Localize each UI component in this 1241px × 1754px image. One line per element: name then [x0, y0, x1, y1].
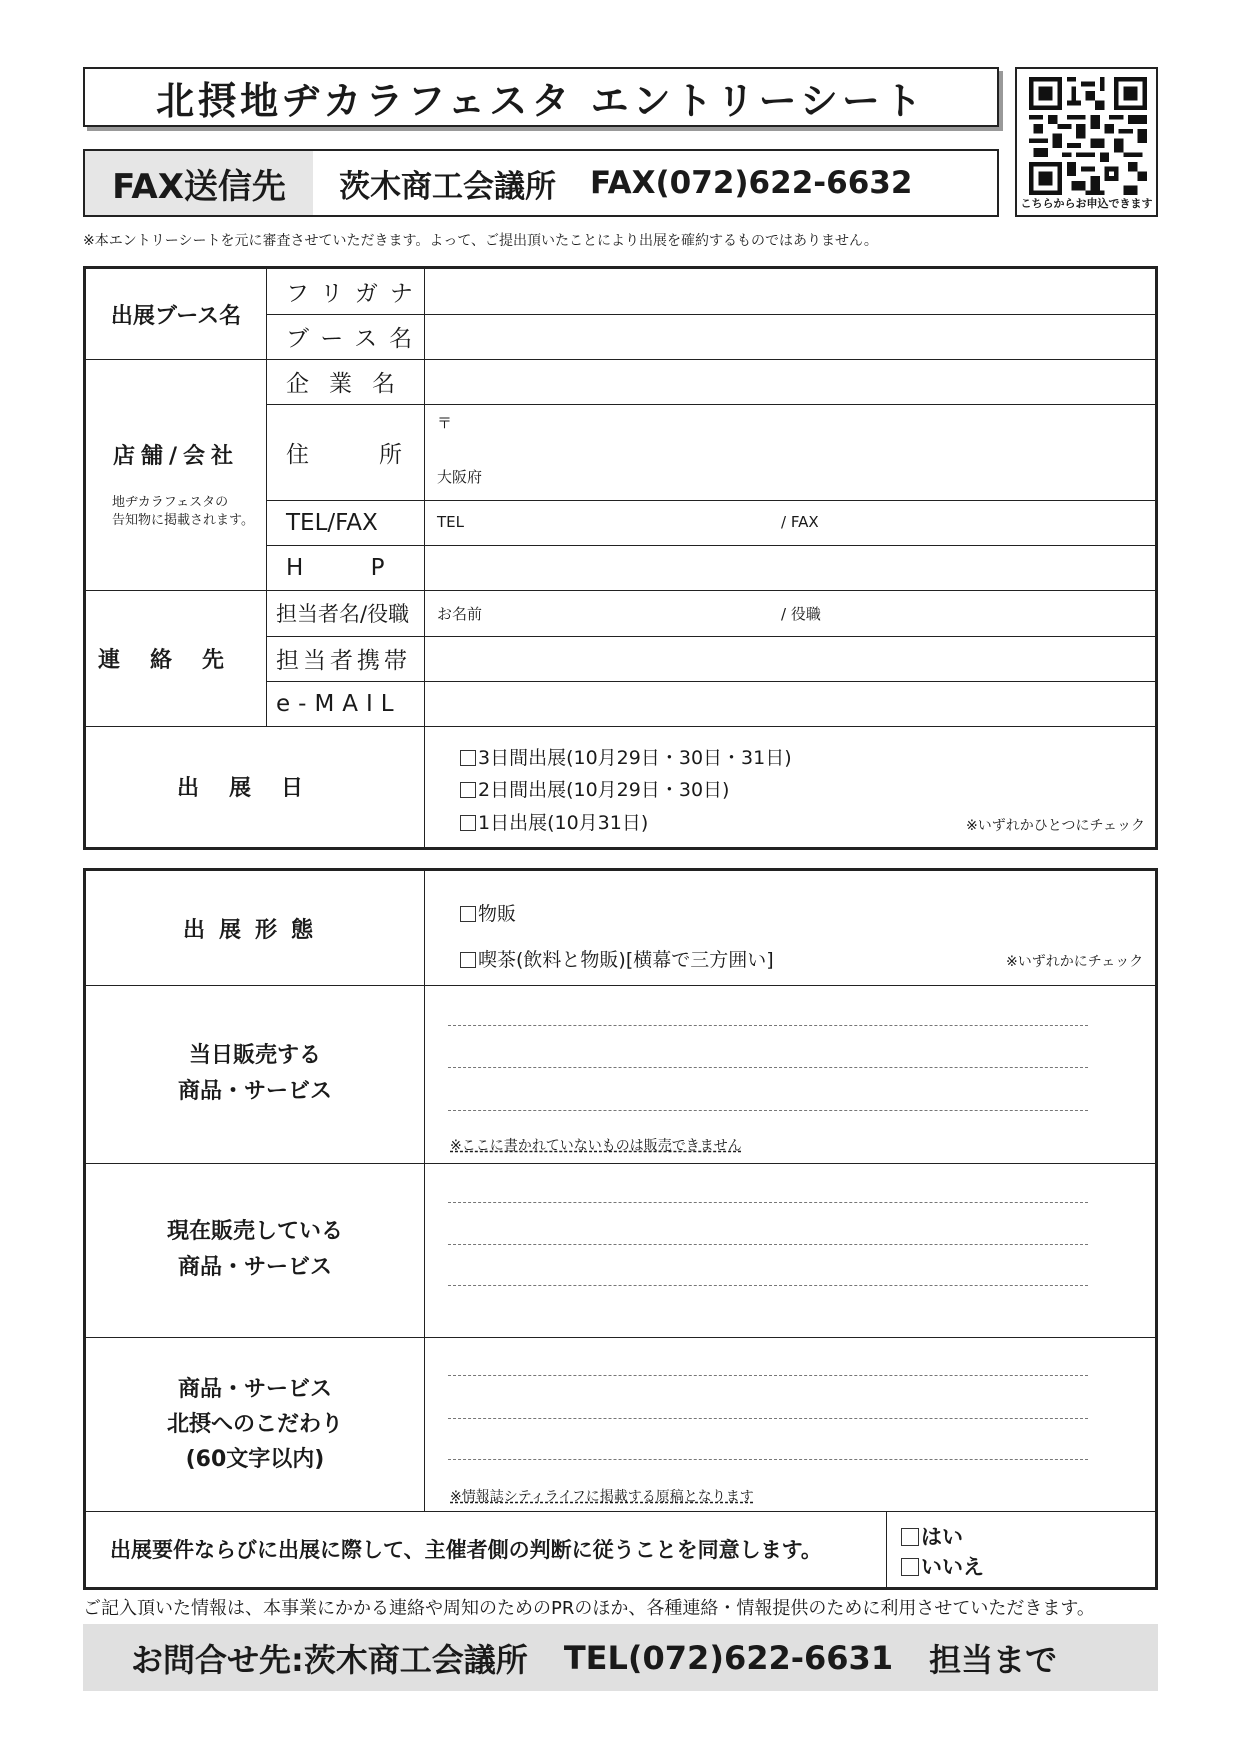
date-option-3days[interactable]: 3日間出展(10月29日・30日・31日)	[460, 743, 792, 770]
date-option-1day[interactable]: 1日出展(10月31日)	[460, 808, 648, 835]
contact-tel: TEL(072)622-6631	[563, 1638, 894, 1677]
dates-note: ※いずれかひとつにチェック	[966, 818, 1146, 834]
contact-bar	[83, 1624, 1158, 1691]
date-option-2days[interactable]: 2日間出展(10月29日・30日)	[460, 775, 729, 802]
address-field[interactable]	[426, 404, 1155, 500]
agreement-yes[interactable]: はい	[901, 1521, 963, 1551]
checkbox-icon[interactable]	[901, 1558, 919, 1576]
agreement-text: 出展要件ならびに出展に際して、主催者側の判断に従うことを同意します。	[110, 1538, 822, 1562]
telfax-field[interactable]	[426, 500, 1155, 545]
fax-destination-label: FAX送信先	[85, 151, 313, 215]
hp-label: H P	[286, 554, 385, 581]
company-group	[86, 359, 266, 590]
products-current-field[interactable]	[426, 1163, 1155, 1337]
postal-mark: 〒	[437, 414, 453, 432]
products-today-note: ※ここに書かれていないものは販売できません	[450, 1138, 742, 1154]
review-note: ※本エントリーシートを元に審査させていただきます。よって、ご提出頂いたことにより出展を確約するものではありません。	[83, 233, 878, 249]
format-label: 出展形態	[182, 917, 327, 943]
checkbox-icon[interactable]	[460, 750, 476, 766]
fax-info	[313, 151, 997, 215]
format-note: ※いずれかにチェック	[1006, 954, 1144, 970]
email-label: e-MAIL	[276, 690, 402, 717]
contact-group-label: 連絡先	[97, 647, 254, 673]
products-current-label: 現在販売している 商品・サービス	[166, 1219, 343, 1280]
privacy-note: ご記入頂いた情報は、本事業にかかる連絡や周知のためのPRのほか、各種連絡・情報提供のために利用させていただきます。	[83, 1598, 1095, 1619]
mobile-label: 担当者携帯	[276, 648, 411, 674]
entry-table-2	[83, 868, 1158, 1590]
mobile-field[interactable]	[426, 636, 1155, 681]
contact-suffix: 担当まで	[929, 1640, 1058, 1679]
person-title-prefix: / 役職	[781, 605, 821, 623]
checkbox-icon[interactable]	[901, 1528, 919, 1546]
company-name-label: 企業名	[286, 371, 415, 397]
fax-number: FAX(072)622-6632	[590, 165, 913, 201]
furigana-label: フリガナ	[286, 281, 425, 307]
entry-table-1	[83, 266, 1158, 850]
agreement-no[interactable]: いいえ	[901, 1551, 984, 1581]
hp-field[interactable]	[426, 545, 1155, 590]
company-group-note-2: 告知物に掲載されます。	[112, 513, 254, 528]
fax-destination	[83, 149, 999, 217]
furigana-field[interactable]	[426, 269, 1155, 314]
checkbox-icon[interactable]	[460, 782, 476, 798]
email-field[interactable]	[426, 681, 1155, 726]
dates-label: 出展日	[176, 776, 333, 801]
booth-group-label: 出展ブース名	[110, 303, 242, 329]
address-label: 住所	[286, 441, 472, 468]
format-option-goods[interactable]: 物販	[460, 899, 516, 926]
tel-prefix: TEL	[437, 513, 464, 531]
qr-caption: こちらからお申込できます	[1020, 197, 1153, 210]
booth-name-field[interactable]	[426, 314, 1155, 359]
qr-code-box[interactable]	[1015, 67, 1158, 217]
prefecture-text: 大阪府	[437, 468, 483, 486]
checkbox-icon[interactable]	[460, 815, 476, 831]
products-today-label: 当日販売する 商品・サービス	[177, 1043, 332, 1104]
checkbox-icon[interactable]	[460, 906, 476, 922]
fax-org: 茨木商工会議所	[339, 168, 556, 205]
person-field[interactable]	[426, 590, 1155, 636]
person-label: 担当者名/役職	[276, 602, 410, 626]
page-title: 北摂地ヂカラフェスタ エントリーシート	[83, 67, 999, 127]
format-option-cafe[interactable]: 喫茶(飲料と物販)[横幕で三方囲い]	[460, 945, 774, 972]
company-group-note-1: 地ヂカラフェスタの	[112, 495, 229, 510]
contact-label: お問合せ先:茨木商工会議所	[131, 1640, 528, 1679]
telfax-label: TEL/FAX	[286, 509, 378, 536]
checkbox-icon[interactable]	[460, 952, 476, 968]
company-group-label: 店舗/会社	[112, 444, 240, 469]
commitment-field[interactable]	[426, 1337, 1155, 1511]
commitment-label: 商品・サービス 北摂へのこだわり (60文字以内)	[166, 1376, 343, 1472]
company-name-field[interactable]	[426, 359, 1155, 404]
booth-name-label: ブース名	[286, 326, 425, 352]
qr-code-icon[interactable]	[1029, 77, 1147, 195]
commitment-note: ※情報誌シティライフに掲載する原稿となります	[450, 1489, 754, 1505]
fax-prefix: / FAX	[781, 513, 819, 531]
person-name-prefix: お名前	[437, 605, 483, 623]
